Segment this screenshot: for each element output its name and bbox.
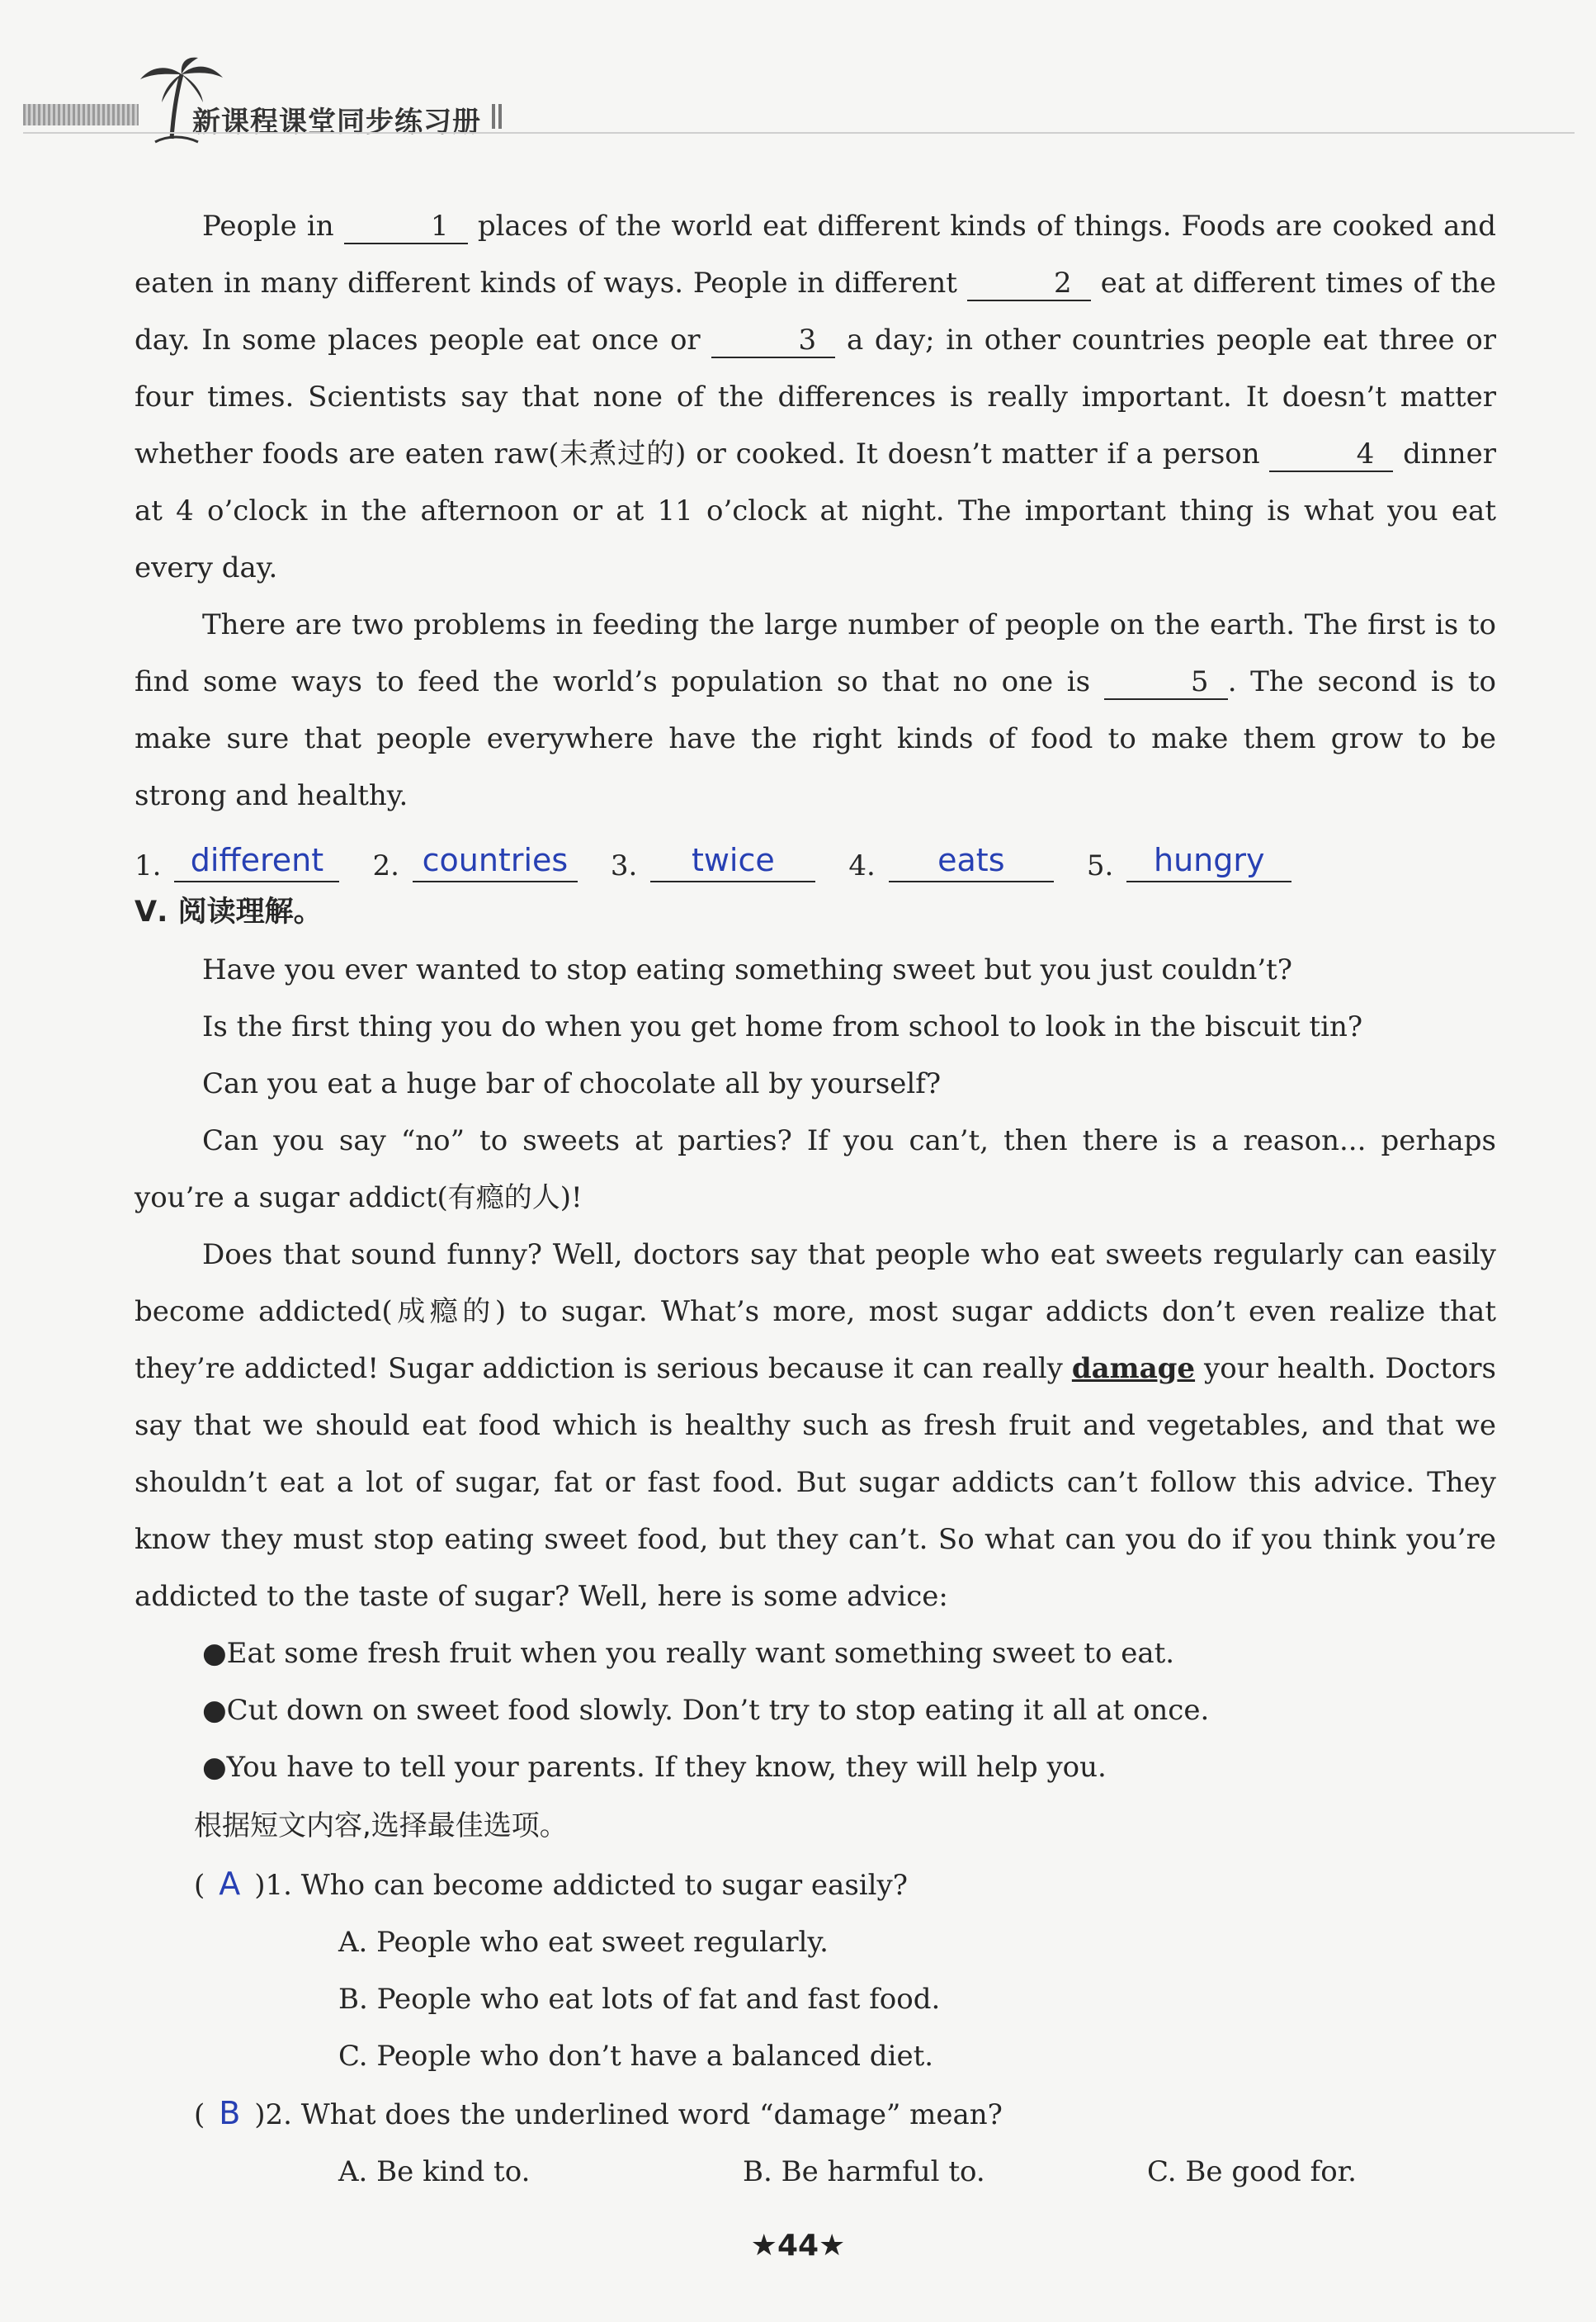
answer-item: 2. countries [372,839,577,882]
reading-line: Is the first thing you do when you get home from school to look in the biscuit tin? [202,1010,1363,1043]
option: A. Be kind to. [338,2155,531,2188]
instruction: 根据短文内容,选择最佳选项。 [194,1809,568,1842]
section-title: Ⅴ. 阅读理解。 [135,896,323,929]
answer-1: different [174,839,339,882]
advice-item: ●Eat some fresh fruit when you really want something sweet to eat. [202,1637,1175,1670]
answer-item: 1. different [135,839,339,882]
option-row [135,2144,1496,2201]
answer-3: twice [650,839,815,882]
answer-row [135,825,1496,882]
answer-item: 3. twice [611,839,815,882]
option: A. People who eat sweet regularly. [338,1926,829,1959]
answer-item: 5. hungry [1087,839,1291,882]
option: B. Be harmful to. [743,2155,985,2188]
page-header [23,56,1575,147]
passage1-paragraph2: There are two problems in feeding the large number of people on the earth. The first is to find some ways to feed the world’s population so that no one is 5 . The second is to make sure that people everywhere have the right kinds of food to make them grow to be strong and healthy. [135,608,1497,812]
page-content [135,198,1496,2201]
question-2: ( B )2. What does the underlined word “damage” mean? [135,2085,1496,2144]
passage1-paragraph1: People in 1 places of the world eat different kinds of things. Foods are cooked and eaten in many different kinds of ways. People in different 2 eat at different times of the day. In some places people eat once or 3 a day; in other countries people eat three or four times. Scientists say that none of the differences is really important. It doesn’t matter whether foods are eaten raw(未煮过的) or cooked. It doesn’t matter if a person 4 dinner at 4 o’clock in the afternoon or at 11 o’clock at night. The important thing is what you eat every day. [135,210,1497,584]
question-1: ( A )1. Who can become addicted to sugar easily? [135,1856,1496,1914]
workbook-title: 新课程课堂同步练习册 [192,106,481,139]
question-answer: B [219,2095,241,2131]
blank-4: 4 [1269,437,1393,472]
header-rule [23,132,1575,134]
underlined-word: damage [1071,1352,1196,1385]
option: B. People who eat lots of fat and fast food. [338,1983,941,2016]
answer-item: 4. eats [848,839,1053,882]
reading-paragraph: Does that sound funny? Well, doctors say that people who eat sweets regularly can easily become addicted(成瘾的) to sugar. What’s more, most sugar addicts don’t even realize that they’re addicted! Sugar addiction is serious because it can really damage your health. Doctors say that we should eat food which is healthy such as fresh fruit and vegetables, and that we shouldn’t eat a lot of sugar, fat or fast food. But sugar addicts can’t follow this advice. They know they must stop eating sweet food, but they can’t. So what can you do if you think you’re addicted to the taste of sugar? Well, here is some advice: [135,1238,1496,1613]
blank-5: 5 [1104,665,1228,700]
reading-line: Have you ever wanted to stop eating something sweet but you just couldn’t? [202,953,1293,986]
answer-5: hungry [1126,839,1291,882]
option: C. People who don’t have a balanced diet. [338,2040,934,2073]
page-number: ★44★ [750,2229,846,2263]
header-stripe [23,104,139,125]
blank-2: 2 [967,267,1091,301]
header-tail-mark [492,104,502,129]
option: C. Be good for. [1147,2155,1357,2188]
advice-item: ●Cut down on sweet food slowly. Don’t try to stop eating it all at once. [202,1694,1210,1727]
reading-paragraph: Can you say “no” to sweets at parties? If you can’t, then there is a reason... perhaps you’re a sugar addict(有瘾的人)! [135,1124,1496,1214]
question-answer: A [219,1866,241,1902]
answer-4: eats [889,839,1054,882]
answer-2: countries [413,839,578,882]
blank-1: 1 [344,210,468,244]
advice-item: ●You have to tell your parents. If they know, they will help you. [202,1751,1107,1784]
reading-line: Can you eat a huge bar of chocolate all by yourself? [202,1067,942,1100]
blank-3: 3 [711,324,835,358]
